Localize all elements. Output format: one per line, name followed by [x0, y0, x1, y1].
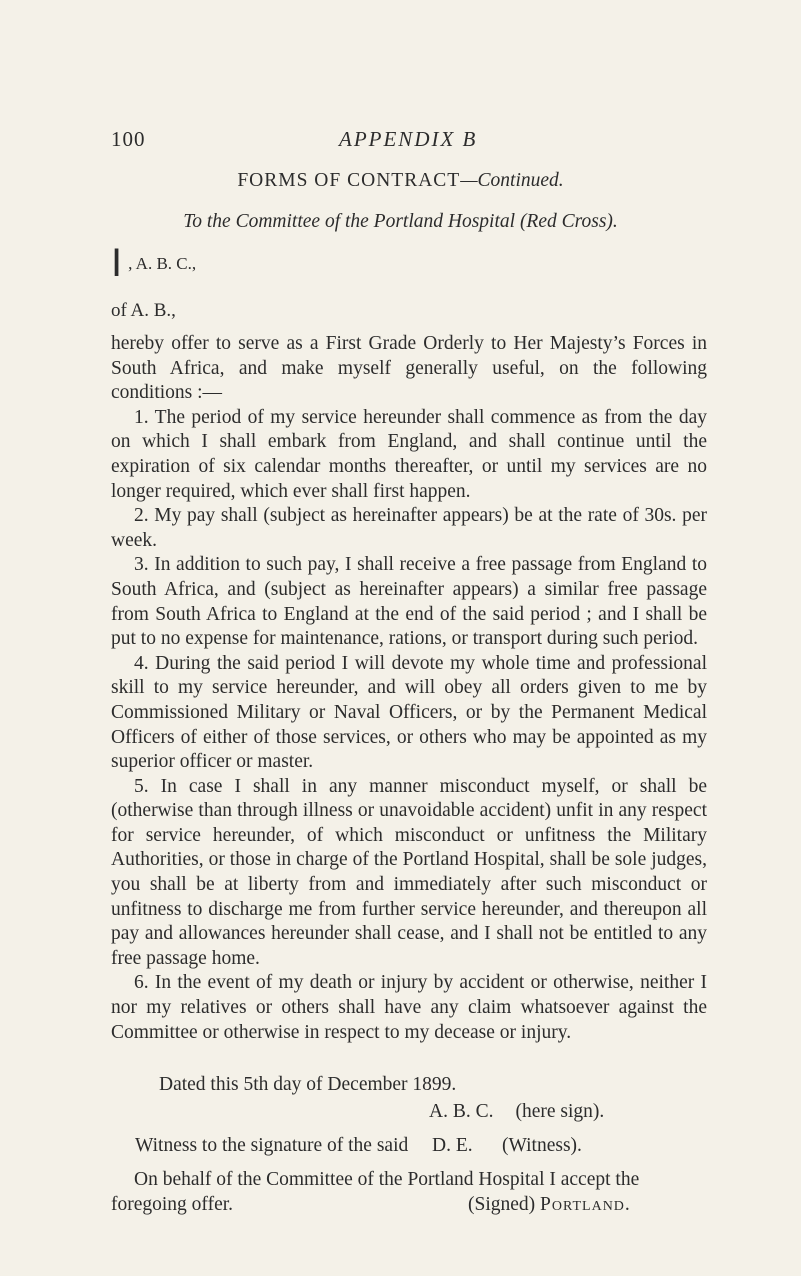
acceptance-signature — [468, 1192, 631, 1217]
form-heading — [0, 170, 801, 192]
witness-line — [135, 1135, 705, 1157]
paragraph-3: 3. In addition to such pay, I shall receive a free passage from England to South Africa, and (subject as hereinafter appears) a similar free passage from South Africa to England at the end of the said period ; and I shall be put to no expense for maintenance, rations, or transport during such period. — [111, 554, 707, 650]
declarant-pronoun: I — [111, 241, 123, 285]
paragraph-6: 6. In the event of my death or injury by accident or otherwise, neither I nor my relatives or others shall have any claim whatsoever against the Committee or otherwise in respect to my decease or injury. — [111, 972, 707, 1043]
paragraph-4: 4. During the said period I will devote my whole time and professional skill to my service hereunder, and will obey all orders given to me by Commissioned Military or Naval Officers, or by the Permanent Medical Officers of either of those services, or others who may be appointed as my superior officer or master. — [111, 652, 707, 773]
running-title: APPENDIX B — [339, 127, 478, 151]
acceptance-offer-text: foregoing offer. — [111, 1194, 234, 1215]
paragraph-1: 1. The period of my service hereunder shall commence as from the day on which I shall embark from England, and shall continue until the expiration of six calendar months thereafter, or until my services are no longer required, which ever shall first happen. — [111, 406, 707, 502]
signed-label: (Signed) — [468, 1194, 536, 1215]
running-head — [111, 127, 711, 157]
acceptance-line-2 — [111, 1192, 707, 1217]
signature-line — [429, 1101, 604, 1123]
declarant-line — [111, 243, 196, 283]
paragraph-5: 5. In case I shall in any manner misconduct myself, or shall be (otherwise than through illness or unavoidable accident) unfit in any respect for service hereunder, of which misconduct or unfitness the Military Authorities, or those in charge of the Portland Hospital, shall be sole judges, you shall be at liberty from and immediately after such misconduct or unfitness to discharge me from further service hereunder, and thereupon all pay and allowances hereunder shall cease, and I shall not be entitled to any free passage home. — [111, 775, 707, 969]
of-line: of A. B., — [111, 300, 176, 321]
signature-name: A. B. C. — [429, 1101, 494, 1122]
page-number: 100 — [111, 127, 146, 151]
acceptance-line-1: On behalf of the Committee of the Portland Hospital I accept the — [134, 1169, 640, 1190]
witness-text: Witness to the signature of the said — [135, 1135, 409, 1156]
contract-body — [111, 332, 707, 1045]
signer-name: Portland. — [540, 1194, 631, 1215]
witness-name: D. E. — [432, 1135, 473, 1156]
paragraph-intro: hereby offer to serve as a First Grade Orderly to Her Majesty’s Forces in South Africa, and make myself generally useful, on the following conditions :— — [111, 333, 707, 404]
dated-line: Dated this 5th day of December 1899. — [159, 1074, 457, 1095]
signature-hint: (here sign). — [515, 1101, 605, 1122]
paragraph-2: 2. My pay shall (subject as hereinafter appears) be at the rate of 30s. per week. — [111, 505, 707, 551]
form-heading-continued: —Continued. — [460, 170, 564, 191]
form-heading-main: FORMS OF CONTRACT — [237, 170, 461, 191]
declarant-name: , A. B. C., — [128, 254, 197, 273]
subheading: To the Committee of the Portland Hospital (Red Cross). — [183, 211, 618, 232]
witness-hint: (Witness). — [502, 1135, 582, 1156]
acceptance-block — [111, 1167, 707, 1217]
